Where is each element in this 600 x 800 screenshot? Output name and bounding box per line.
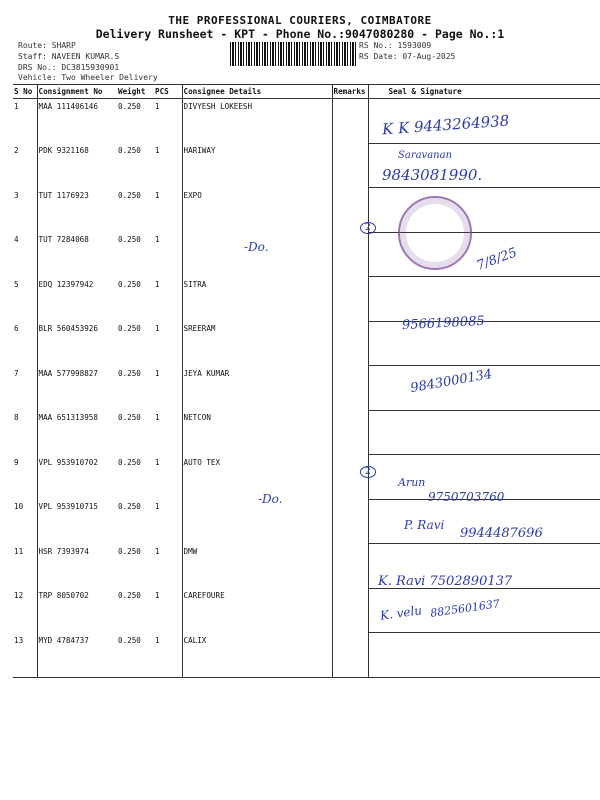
table-header-row [13,85,600,99]
row-weight: 0.250 [118,591,141,600]
row-sno: 9 [13,455,37,500]
row-sno: 4 [13,232,37,277]
row-sno: 6 [13,321,37,366]
row-consignment-no: MAA 577998827 [38,368,98,378]
row-consignment-no: VPL 953910715 [38,502,98,511]
row-weight: 0.250 [118,190,141,200]
row-sno: 5 [13,277,37,322]
table-row [13,366,600,411]
table-row [13,277,600,322]
signature-row-13-phone: 8825601637 [429,597,501,620]
table-row [13,633,600,678]
row-sno: 3 [13,188,37,233]
row-pcs: 1 [155,324,160,333]
row-consignee: AUTO TEX [182,455,332,500]
row-consignment-no: VPL 953910702 [38,457,98,467]
row-weight: 0.250 [118,413,141,422]
row-pcs: 1 [154,633,182,678]
ditto-row-10: -Do. [258,492,283,506]
col-sno: S No [13,85,37,99]
rs-number: RS No.: 1593009 [359,41,432,50]
signature-row-6: 9566198085 [401,313,486,334]
stamp-date: 7/8/25 [474,245,520,274]
row-sno: 8 [13,410,37,455]
row-consignment-no: HSR 7393974 [38,546,89,556]
row-pcs: 1 [155,546,160,556]
row-pcs: 1 [155,279,160,289]
row-pcs: 1 [155,190,160,200]
runsheet-subtitle: Delivery Runsheet - KPT - Phone No.:9047080280 - Page No.:1 [95,27,505,41]
row-consignee: JEYA KUMAR [182,366,332,411]
ditto-row-4: -Do. [244,240,269,254]
row-pcs: 1 [155,235,160,244]
company-seal-stamp [398,196,472,270]
row-weight: 0.250 [118,324,141,333]
row-remarks [332,277,368,322]
rs-date: RS Date: 07-Aug-2025 [359,52,456,61]
row-consignee: NETCON [182,410,332,455]
row-sno: 10 [13,499,37,544]
row-consignee: DMW [182,544,332,589]
row-consignment-no: EDQ 12397942 [38,279,94,289]
row-signature [368,633,600,678]
row-consignee [182,499,332,544]
table-row [13,188,600,233]
row-remarks [332,633,368,678]
row-sno: 2 [13,143,37,188]
row-consignment-no: TUT 7284068 [38,235,89,244]
barcode [230,42,356,66]
signature-row-10-name: Arun [398,476,426,489]
row-remarks [332,366,368,411]
row-remarks [332,99,368,144]
table-row [13,99,600,144]
staff-label: Staff: NAVEEN KUMAR.S [18,52,120,61]
row-remarks [332,544,368,589]
row-weight: 0.250 [118,368,141,378]
row-sno: 7 [13,366,37,411]
row-pcs: 1 [155,457,160,467]
signature-row-8: 9843000134 [409,366,494,397]
row-remarks [332,143,368,188]
row-remarks [332,410,368,455]
col-signature: Seal & Signature [368,85,600,99]
row-pcs: 1 [155,591,160,600]
table-row [13,321,600,366]
row-signature [368,410,600,455]
row-weight: 0.250 [118,279,141,289]
row-remarks [332,232,368,277]
row-consignment-no: MYD 4784737 [37,633,117,678]
table-row [13,143,600,188]
row-consignee: SITRA [182,277,332,322]
row-weight: 0.250 [118,457,141,467]
row-consignment-no: BLR 560453926 [38,324,98,333]
row-weight: 0.250 [118,546,141,556]
row-pcs: 1 [155,146,160,155]
col-pcs: PCS [154,85,182,99]
row-pcs: 1 [155,368,160,378]
signature-row-10-phone: 9750703760 [428,490,505,504]
row-sno: 1 [13,99,37,144]
signature-row-2-name: Saravanan [398,150,453,161]
row-consignment-no: TUT 1176923 [38,190,89,200]
signature-row-1: K K 9443264938 [381,111,510,139]
row-consignee: SREERAM [182,321,332,366]
row-weight: 0.250 [118,146,141,155]
row-consignee: EXPO [182,188,332,233]
row-weight: 0.250 [118,502,141,511]
row-consignee: HARIWAY [182,143,332,188]
row-consignment-no: MAA 111406146 [38,102,98,111]
remark-mark-row-10: 2 [360,466,376,478]
signature-row-2-phone: 9843081990. [382,166,483,184]
signature-row-11-name: P. Ravi [404,518,445,532]
row-consignment-no: PDK 9321168 [38,146,89,155]
row-consignee: DIVYESH LOKEESH [182,99,332,144]
row-sno: 12 [13,588,37,633]
row-weight: 0.250 [118,235,141,244]
row-sno: 11 [13,544,37,589]
company-title: THE PROFESSIONAL COURIERS, COIMBATORE [168,14,432,27]
signature-row-12: K. Ravi 7502890137 [378,574,513,589]
row-weight: 0.250 [118,102,141,111]
remark-mark-row-4: 2 [360,222,376,234]
row-consignment-no: TRP 8050702 [38,591,89,600]
row-weight: 0.250 [117,633,154,678]
route-label: Route: SHARP [18,41,76,50]
vehicle-label: Vehicle: Two Wheeler Delivery [18,73,158,82]
signature-row-13-name: K. velu [379,603,423,623]
drs-number: DRS No.: DC3815930901 [18,63,120,72]
row-remarks [332,499,368,544]
table-row [13,588,600,633]
signature-row-11-phone: 9944487696 [460,526,543,541]
col-consignment: Consignment No [37,85,117,99]
col-consignee: Consignee Details [182,85,332,99]
row-sno: 13 [13,633,37,678]
row-consignment-no: MAA 651313958 [38,413,98,422]
row-pcs: 1 [155,413,160,422]
row-pcs: 1 [155,102,160,111]
table-row [13,410,600,455]
row-consignee [182,232,332,277]
row-consignee: CAREFOURE [182,588,332,633]
col-weight: Weight [117,85,154,99]
row-remarks [332,588,368,633]
row-remarks [332,321,368,366]
table-row [13,455,600,500]
row-pcs: 1 [155,502,160,511]
col-remarks: Remarks [332,85,368,99]
row-consignee: CALIX [182,633,332,678]
